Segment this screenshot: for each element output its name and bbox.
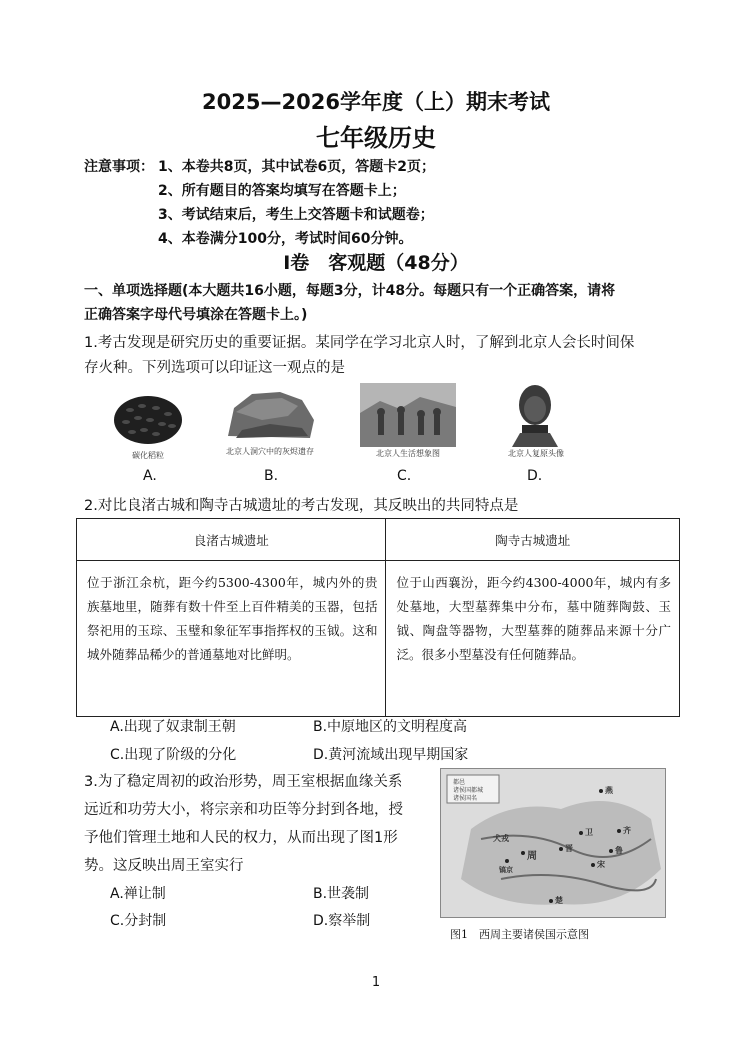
notice-item: 1、本卷共8页，其中试卷6页，答题卡2页； xyxy=(158,159,435,175)
map-caption: 图1 西周主要诸侯国示意图 xyxy=(450,928,589,941)
notice-label: 注意事项： xyxy=(84,159,154,175)
choice-a: A.出现了奴隶制王朝 xyxy=(110,719,236,735)
section-instruction: 一、单项选择题(本大题共16小题，每题3分，计48分。每题只有一个正确答案，请将 xyxy=(84,283,616,299)
ash-remains-image xyxy=(222,386,318,444)
choice-d: D.察举制 xyxy=(313,913,371,929)
map-label: 镐京 xyxy=(499,866,513,874)
choice-b: B.中原地区的文明程度高 xyxy=(313,719,468,735)
choice-d: D.黄河流域出现早期国家 xyxy=(313,747,469,763)
map-legend-item: 都邑 xyxy=(453,779,466,786)
map-label: 宋 xyxy=(597,860,605,869)
question-1-stem: 存火种。下列选项可以印证这一观点的是 xyxy=(84,360,345,376)
option-a: A. xyxy=(143,468,157,484)
map-label: 楚 xyxy=(555,896,563,905)
map-label: 鲁 xyxy=(615,846,623,855)
map-label: 齐 xyxy=(623,826,631,835)
map-label: 燕 xyxy=(605,786,613,795)
map-label: 犬戎 xyxy=(493,834,509,843)
table-header: 陶寺古城遗址 xyxy=(386,519,680,561)
option-b: B. xyxy=(264,468,279,484)
life-scene-image xyxy=(360,383,456,447)
question-3-stem: 远近和功劳大小，将宗亲和功臣等分封到各地，授 xyxy=(84,802,403,818)
choice-b: B.世袭制 xyxy=(313,886,370,902)
question-2-stem: 2.对比良渚古城和陶寺古城遗址的考古发现，其反映出的共同特点是 xyxy=(84,498,519,514)
question-3-stem: 予他们管理土地和人民的权力，从而出现了图1形 xyxy=(84,830,398,846)
image-caption: 北京人洞穴中的灰烬遗存 xyxy=(226,447,314,456)
image-caption: 北京人生活想象图 xyxy=(376,449,440,458)
rice-grains-image xyxy=(110,392,186,452)
option-d: D. xyxy=(527,468,543,484)
option-c: C. xyxy=(397,468,412,484)
question-1-stem: 1.考古发现是研究历史的重要证据。某同学在学习北京人时，了解到北京人会长时间保 xyxy=(84,335,635,351)
section-title: Ⅰ卷 客观题（48分） xyxy=(283,252,469,274)
notice-item: 3、考试结束后，考生上交答题卡和试题卷； xyxy=(158,207,434,223)
image-caption: 碳化稻粒 xyxy=(132,451,164,460)
notice-item: 2、所有题目的答案均填写在答题卡上； xyxy=(158,183,406,199)
exam-title: 2025—2026学年度（上）期末考试 xyxy=(202,90,550,114)
restored-head-image xyxy=(506,381,564,447)
question-3-stem: 3.为了稳定周初的政治形势，周王室根据血缘关系 xyxy=(84,774,403,790)
comparison-table xyxy=(76,518,680,717)
table-cell: 位于浙江余杭，距今约5300-4300年，城内外的贵族墓地里，随葬有数十件至上百件精美的玉器，包括祭祀用的玉琮、玉璧和象征军事指挥权的玉钺。这和城外随葬品稀少的普通墓地对比鲜明。 xyxy=(77,561,386,717)
table-header: 良渚古城遗址 xyxy=(77,519,386,561)
table-cell: 位于山西襄汾，距今约4300-4000年，城内有多处墓地，大型墓葬集中分布，墓中随葬陶鼓、玉钺、陶盘等器物，大型墓葬的随葬品来源十分广泛。很多小型墓没有任何随葬品。 xyxy=(386,561,680,717)
image-caption: 北京人复原头像 xyxy=(508,449,564,458)
map-label: 周 xyxy=(527,851,537,862)
choice-a: A.禅让制 xyxy=(110,886,166,902)
map-legend-item: 诸侯国都城 xyxy=(453,787,484,794)
section-instruction: 正确答案字母代号填涂在答题卡上。) xyxy=(84,307,308,323)
map-label: 晋 xyxy=(565,844,573,853)
map-label: 卫 xyxy=(585,828,593,837)
map-legend-item: 诸侯国名 xyxy=(453,795,478,802)
choice-c: C.出现了阶级的分化 xyxy=(110,747,237,763)
choice-c: C.分封制 xyxy=(110,913,167,929)
page-number: 1 xyxy=(371,975,381,990)
subject-title: 七年级历史 xyxy=(316,123,436,152)
western-zhou-map xyxy=(440,768,666,918)
notice-item: 4、本卷满分100分，考试时间60分钟。 xyxy=(158,231,413,247)
question-3-stem: 势。这反映出周王室实行 xyxy=(84,858,244,874)
